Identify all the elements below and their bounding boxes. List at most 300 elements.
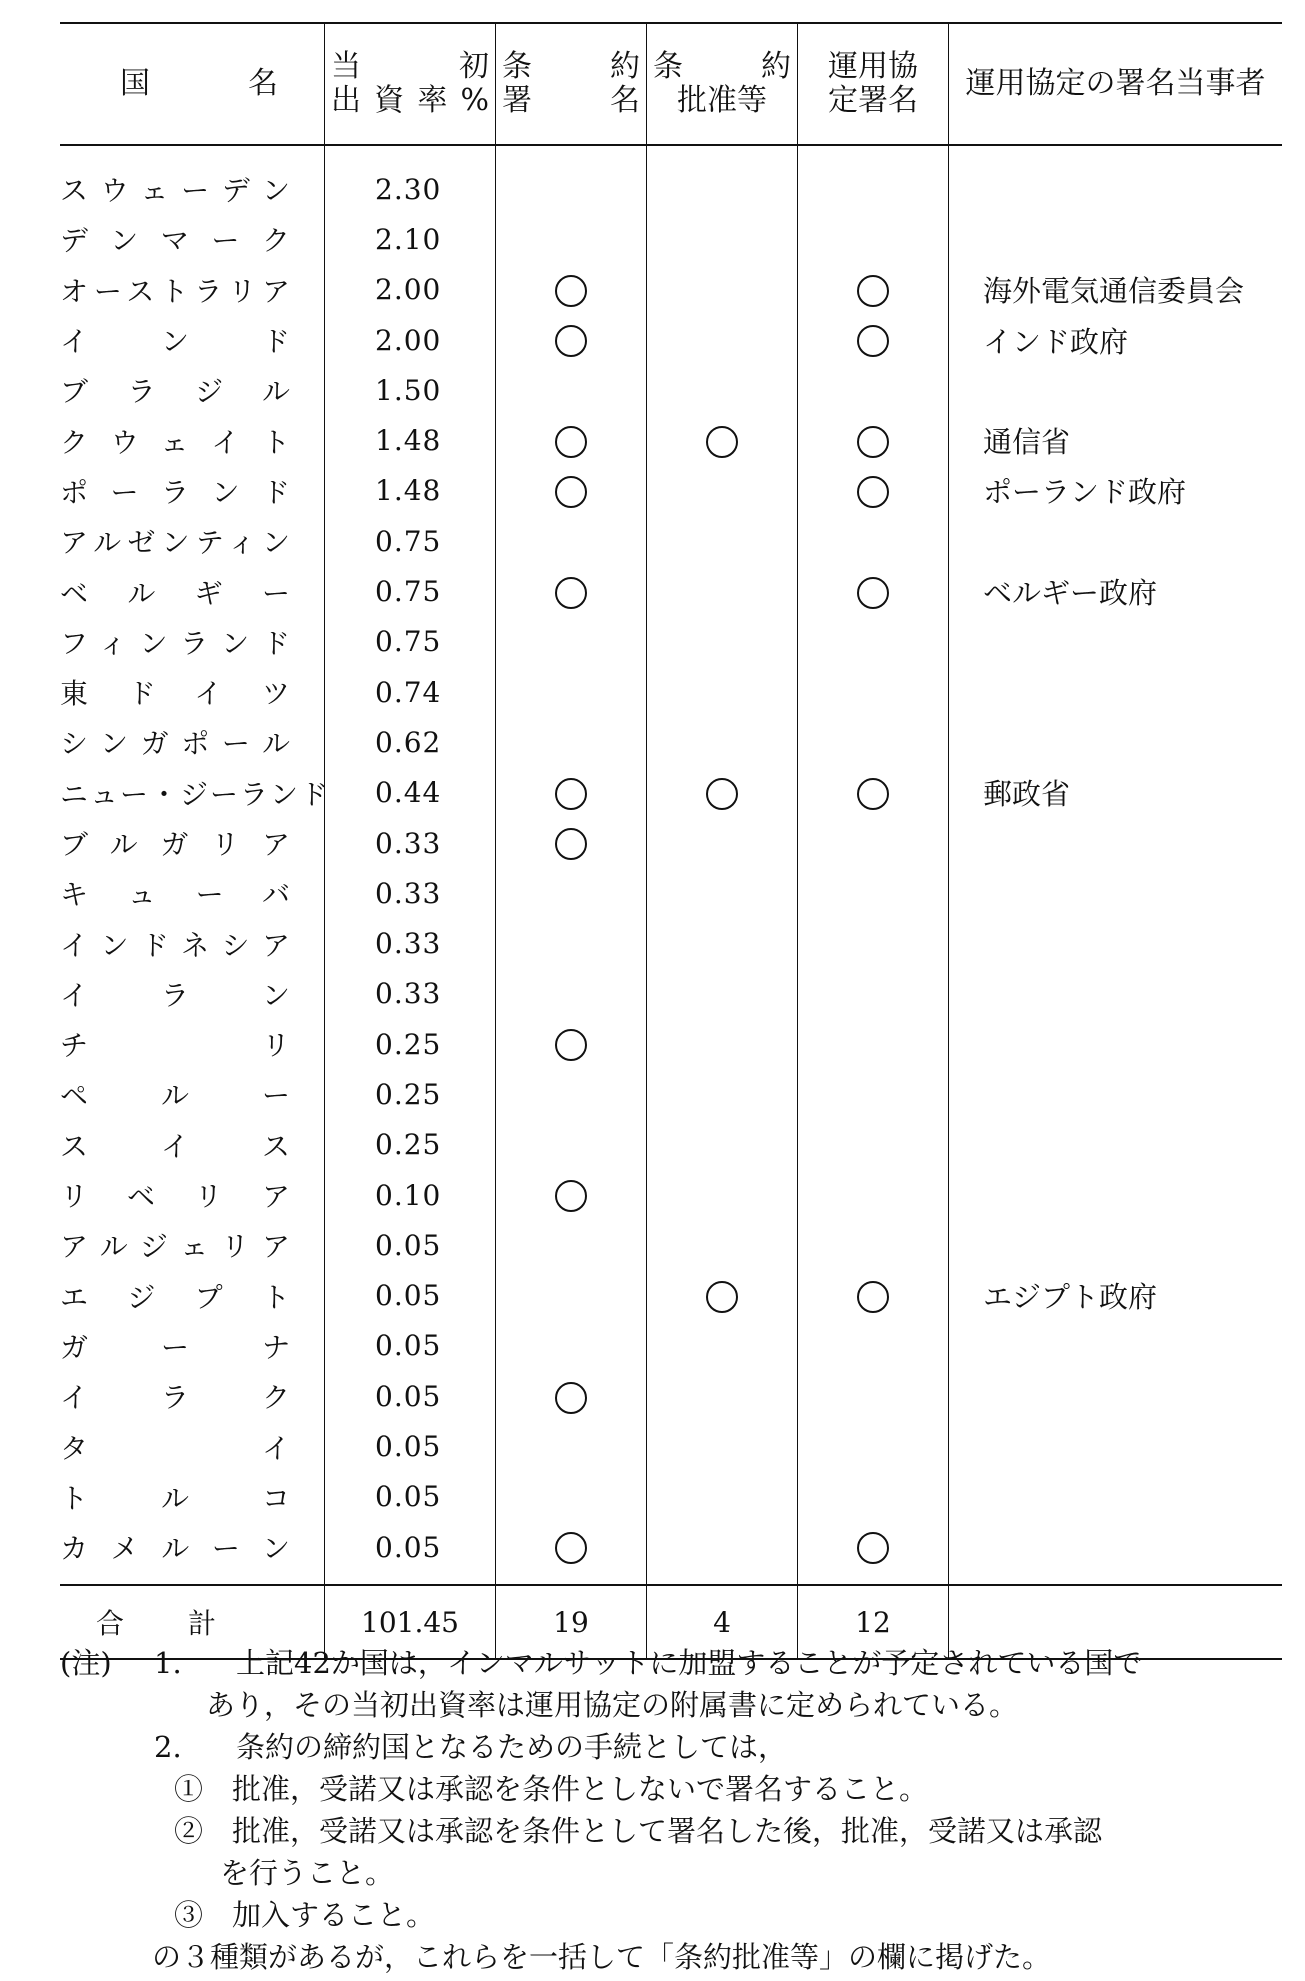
op-sign-cell xyxy=(798,1522,949,1585)
signatory-party xyxy=(949,1522,1283,1585)
header-treaty-ratify-bottom: 批准等 xyxy=(677,83,767,118)
treaty-sign-cell xyxy=(496,1120,647,1170)
header-row xyxy=(60,23,1282,145)
initial-rate: 0.05 xyxy=(375,1430,442,1464)
country-cell xyxy=(60,1271,325,1321)
country-cell xyxy=(60,265,325,315)
note-2-item-3: ③ 加入すること。 xyxy=(174,1898,436,1932)
note-2-number: 2. xyxy=(154,1730,182,1764)
initial-rate: 0.10 xyxy=(375,1178,442,1212)
country-cell xyxy=(60,516,325,566)
header-op-sign-bottom: 定署名 xyxy=(828,83,918,118)
initial-rate: 0.75 xyxy=(375,575,442,609)
circle-mark-icon xyxy=(706,778,738,810)
treaty-ratify-cell xyxy=(647,566,798,616)
country-name: インドネシア xyxy=(60,928,292,962)
country-name: スウェーデン xyxy=(60,174,292,208)
country-name: リベリア xyxy=(60,1180,292,1214)
op-sign-cell xyxy=(798,145,949,214)
table-row xyxy=(60,265,1282,315)
table-row xyxy=(60,566,1282,616)
op-sign-cell xyxy=(798,1321,949,1371)
op-sign-cell xyxy=(798,1271,949,1321)
country-cell xyxy=(60,214,325,264)
table-row xyxy=(60,1220,1282,1270)
treaty-sign-cell xyxy=(496,1271,647,1321)
initial-rate: 0.62 xyxy=(375,725,442,759)
rate-cell xyxy=(325,466,496,516)
rate-cell xyxy=(325,1522,496,1585)
rate-cell xyxy=(325,1371,496,1421)
initial-rate: 2.10 xyxy=(375,222,442,256)
signatory-party: ポーランド政府 xyxy=(949,466,1283,516)
treaty-sign-cell xyxy=(496,1472,647,1522)
signatory-party: ベルギー政府 xyxy=(949,566,1283,616)
initial-rate: 0.05 xyxy=(375,1480,442,1514)
treaty-ratify-cell xyxy=(647,969,798,1019)
country-name: イラク xyxy=(60,1381,292,1415)
table-row xyxy=(60,918,1282,968)
signatory-party xyxy=(949,717,1283,767)
table-row xyxy=(60,868,1282,918)
header-country xyxy=(60,23,325,145)
treaty-ratify-cell xyxy=(647,1271,798,1321)
signatory-party xyxy=(949,617,1283,667)
treaty-ratify-cell xyxy=(647,617,798,667)
header-treaty-sign xyxy=(496,23,647,145)
rate-cell xyxy=(325,918,496,968)
treaty-ratify-cell xyxy=(647,768,798,818)
signatory-party xyxy=(949,868,1283,918)
table-row xyxy=(60,617,1282,667)
country-name: イラン xyxy=(60,978,292,1012)
treaty-ratify-cell xyxy=(647,265,798,315)
country-name: カメルーン xyxy=(60,1532,292,1566)
circle-mark-icon xyxy=(706,1281,738,1313)
country-cell xyxy=(60,1321,325,1371)
note-1-line-1: 上記42か国は，インマルサットに加盟することが予定されている国で xyxy=(236,1646,1143,1680)
country-name: クウェイト xyxy=(60,425,292,459)
country-name: チリ xyxy=(60,1029,292,1063)
country-cell xyxy=(60,1170,325,1220)
note-2-item-2-line-1: ② 批准，受諾又は承認を条件として署名した後，批准，受諾又は承認 xyxy=(174,1814,1103,1848)
table-row xyxy=(60,1271,1282,1321)
treaty-sign-cell xyxy=(496,969,647,1019)
initial-rate: 1.50 xyxy=(375,373,442,407)
treaty-ratify-cell xyxy=(647,1019,798,1069)
initial-rate: 0.33 xyxy=(375,876,442,910)
treaty-ratify-cell xyxy=(647,516,798,566)
header-rate-top: 当 初 xyxy=(331,49,489,84)
initial-rate: 0.75 xyxy=(375,524,442,558)
country-cell xyxy=(60,1472,325,1522)
treaty-sign-cell xyxy=(496,918,647,968)
circle-mark-icon xyxy=(555,778,587,810)
country-name: アルジェリア xyxy=(60,1230,292,1264)
table-row xyxy=(60,466,1282,516)
country-cell xyxy=(60,1019,325,1069)
rate-cell xyxy=(325,768,496,818)
treaty-ratify-cell xyxy=(647,145,798,214)
treaty-sign-cell xyxy=(496,145,647,214)
op-sign-cell xyxy=(798,918,949,968)
header-rate-bottom: 出資率% xyxy=(331,83,489,118)
initial-rate: 1.48 xyxy=(375,474,442,508)
op-sign-cell xyxy=(798,1019,949,1069)
circle-mark-icon xyxy=(555,1180,587,1212)
country-cell xyxy=(60,1069,325,1119)
rate-cell xyxy=(325,315,496,365)
treaty-sign-cell xyxy=(496,768,647,818)
initial-rate: 0.25 xyxy=(375,1077,442,1111)
country-cell xyxy=(60,617,325,667)
treaty-sign-cell xyxy=(496,1371,647,1421)
rate-cell xyxy=(325,969,496,1019)
signatory-party: 郵政省 xyxy=(949,768,1283,818)
signatory-party xyxy=(949,969,1283,1019)
circle-mark-icon xyxy=(857,577,889,609)
header-op-sign xyxy=(798,23,949,145)
op-sign-cell xyxy=(798,617,949,667)
country-name: トルコ xyxy=(60,1481,292,1515)
rate-cell xyxy=(325,868,496,918)
total-rate: 101.45 xyxy=(325,1585,496,1659)
circle-mark-icon xyxy=(706,426,738,458)
initial-rate: 0.33 xyxy=(375,826,442,860)
initial-rate: 0.25 xyxy=(375,1128,442,1162)
initial-rate: 0.25 xyxy=(375,1027,442,1061)
op-sign-cell xyxy=(798,315,949,365)
signatory-party xyxy=(949,1371,1283,1421)
initial-rate: 0.74 xyxy=(375,675,442,709)
circle-mark-icon xyxy=(555,426,587,458)
treaty-sign-cell xyxy=(496,466,647,516)
rate-cell xyxy=(325,1170,496,1220)
total-ratify: 4 xyxy=(647,1585,798,1659)
op-sign-cell xyxy=(798,566,949,616)
treaty-sign-cell xyxy=(496,265,647,315)
table-row xyxy=(60,1120,1282,1170)
signatory-party xyxy=(949,1120,1283,1170)
header-party xyxy=(949,23,1283,145)
op-sign-cell xyxy=(798,1421,949,1471)
circle-mark-icon xyxy=(555,1532,587,1564)
country-name: ブルガリア xyxy=(60,828,292,861)
table-row xyxy=(60,214,1282,264)
treaty-ratify-cell xyxy=(647,717,798,767)
country-cell xyxy=(60,1120,325,1170)
signatory-party xyxy=(949,918,1283,968)
treaty-ratify-cell xyxy=(647,918,798,968)
rate-cell xyxy=(325,1069,496,1119)
country-cell xyxy=(60,768,331,818)
treaty-sign-cell xyxy=(496,1522,647,1585)
country-cell xyxy=(60,315,325,365)
rate-cell xyxy=(325,566,496,616)
treaty-sign-cell xyxy=(496,1019,647,1069)
country-cell xyxy=(60,1220,325,1270)
op-sign-cell xyxy=(798,1120,949,1170)
initial-rate: 0.05 xyxy=(375,1530,442,1564)
circle-mark-icon xyxy=(857,1281,889,1313)
country-cell xyxy=(60,868,325,918)
rate-cell xyxy=(325,717,496,767)
rate-cell xyxy=(325,1220,496,1270)
table-row xyxy=(60,969,1282,1019)
op-sign-cell xyxy=(798,365,949,415)
country-name: ニュー・ジーランド xyxy=(60,777,331,811)
treaty-sign-cell xyxy=(496,214,647,264)
header-treaty-ratify-top: 条 約 xyxy=(653,49,791,84)
treaty-ratify-cell xyxy=(647,365,798,415)
note-2-item-2-line-2: を行うこと。 xyxy=(220,1856,395,1890)
header-country-1: 国 xyxy=(120,66,150,101)
treaty-ratify-cell xyxy=(647,667,798,717)
op-sign-cell xyxy=(798,868,949,918)
note-2-closing: の３種類があるが，これらを一括して「条約批准等」の欄に掲げた。 xyxy=(152,1940,1052,1974)
initial-rate: 0.05 xyxy=(375,1279,442,1313)
op-sign-cell xyxy=(798,1069,949,1119)
treaty-sign-cell xyxy=(496,566,647,616)
op-sign-cell xyxy=(798,214,949,264)
treaty-ratify-cell xyxy=(647,466,798,516)
signatory-party xyxy=(949,1421,1283,1471)
treaty-ratify-cell xyxy=(647,214,798,264)
treaty-ratify-cell xyxy=(647,1170,798,1220)
member-table xyxy=(60,22,1282,1660)
circle-mark-icon xyxy=(555,275,587,307)
country-name: シンガポール xyxy=(60,727,292,761)
initial-rate: 0.33 xyxy=(375,927,442,961)
country-name: ブラジル xyxy=(60,375,292,409)
circle-mark-icon xyxy=(857,426,889,458)
header-party-label: 運用協定の署名当事者 xyxy=(965,66,1266,101)
signatory-party: 通信省 xyxy=(949,415,1283,465)
rate-cell xyxy=(325,265,496,315)
table-row xyxy=(60,1170,1282,1220)
country-cell xyxy=(60,566,325,616)
treaty-ratify-cell xyxy=(647,868,798,918)
country-cell xyxy=(60,969,325,1019)
circle-mark-icon xyxy=(555,1029,587,1061)
circle-mark-icon xyxy=(857,476,889,508)
signatory-party: エジプト政府 xyxy=(949,1271,1283,1321)
table-row xyxy=(60,365,1282,415)
rate-cell xyxy=(325,1472,496,1522)
signatory-party xyxy=(949,1019,1283,1069)
table-wrapper xyxy=(60,22,1282,1660)
initial-rate: 0.05 xyxy=(375,1228,442,1262)
country-name: 東ドイツ xyxy=(60,677,292,711)
table-row xyxy=(60,1019,1282,1069)
rate-cell xyxy=(325,415,496,465)
notes-label: (注) xyxy=(60,1646,112,1680)
table-row xyxy=(60,415,1282,465)
treaty-sign-cell xyxy=(496,1170,647,1220)
country-name: フィンランド xyxy=(60,626,292,660)
treaty-sign-cell xyxy=(496,315,647,365)
table-row xyxy=(60,818,1282,868)
rate-cell xyxy=(325,667,496,717)
initial-rate: 0.33 xyxy=(375,977,442,1011)
signatory-party xyxy=(949,818,1283,868)
table-row xyxy=(60,516,1282,566)
table-row xyxy=(60,315,1282,365)
treaty-sign-cell xyxy=(496,516,647,566)
country-name: インド xyxy=(60,325,292,359)
table-row xyxy=(60,1472,1282,1522)
op-sign-cell xyxy=(798,415,949,465)
circle-mark-icon xyxy=(555,577,587,609)
op-sign-cell xyxy=(798,717,949,767)
treaty-sign-cell xyxy=(496,868,647,918)
note-2-line-1: 条約の締約国となるための手続としては， xyxy=(236,1730,788,1764)
op-sign-cell xyxy=(798,1170,949,1220)
initial-rate: 1.48 xyxy=(375,424,442,458)
country-cell xyxy=(60,717,325,767)
treaty-ratify-cell xyxy=(647,1472,798,1522)
notes-section xyxy=(60,1642,1282,1978)
total-op: 12 xyxy=(798,1585,949,1659)
treaty-sign-cell xyxy=(496,365,647,415)
country-name: デンマーク xyxy=(60,224,292,258)
total-label-text: 合 計 xyxy=(96,1607,216,1641)
op-sign-cell xyxy=(798,1472,949,1522)
header-treaty-sign-bottom: 署 名 xyxy=(502,83,640,118)
op-sign-cell xyxy=(798,969,949,1019)
table-row xyxy=(60,1522,1282,1585)
note-2 xyxy=(60,1726,1282,1768)
rate-cell xyxy=(325,1019,496,1069)
rate-cell xyxy=(325,214,496,264)
treaty-sign-cell xyxy=(496,717,647,767)
country-name: タイ xyxy=(60,1431,292,1465)
note-2-item-1: ① 批准，受諾又は承認を条件としないで署名すること。 xyxy=(174,1772,929,1806)
table-row xyxy=(60,1421,1282,1471)
treaty-ratify-cell xyxy=(647,1321,798,1371)
country-name: ポーランド xyxy=(60,475,292,509)
treaty-ratify-cell xyxy=(647,415,798,465)
treaty-sign-cell xyxy=(496,1321,647,1371)
rate-cell xyxy=(325,365,496,415)
country-name: ペルー xyxy=(60,1079,292,1113)
country-cell xyxy=(60,415,325,465)
country-name: スイス xyxy=(60,1129,292,1163)
country-cell xyxy=(60,145,325,214)
country-cell xyxy=(60,667,325,717)
treaty-ratify-cell xyxy=(647,1421,798,1471)
signatory-party xyxy=(949,1472,1283,1522)
treaty-ratify-cell xyxy=(647,818,798,868)
rate-cell xyxy=(325,617,496,667)
signatory-party xyxy=(949,1220,1283,1270)
circle-mark-icon xyxy=(555,828,587,860)
note-1-number: 1. xyxy=(154,1646,182,1680)
op-sign-cell xyxy=(798,516,949,566)
signatory-party: 海外電気通信委員会 xyxy=(949,265,1283,315)
country-cell xyxy=(60,1421,325,1471)
country-cell xyxy=(60,365,325,415)
treaty-ratify-cell xyxy=(647,1220,798,1270)
country-cell xyxy=(60,1371,325,1421)
country-cell xyxy=(60,818,325,868)
note-1 xyxy=(60,1642,1282,1684)
treaty-sign-cell xyxy=(496,617,647,667)
table-row xyxy=(60,717,1282,767)
circle-mark-icon xyxy=(857,778,889,810)
rate-cell xyxy=(325,1120,496,1170)
treaty-sign-cell xyxy=(496,667,647,717)
treaty-ratify-cell xyxy=(647,1522,798,1585)
table-row xyxy=(60,1069,1282,1119)
circle-mark-icon xyxy=(555,1382,587,1414)
treaty-sign-cell xyxy=(496,818,647,868)
treaty-sign-cell xyxy=(496,1220,647,1270)
circle-mark-icon xyxy=(857,275,889,307)
country-name: ベルギー xyxy=(60,576,292,610)
signatory-party xyxy=(949,1170,1283,1220)
country-cell xyxy=(60,1522,325,1585)
rate-cell xyxy=(325,1321,496,1371)
header-op-sign-top: 運用協 xyxy=(828,49,918,84)
total-sign: 19 xyxy=(496,1585,647,1659)
initial-rate: 0.05 xyxy=(375,1329,442,1363)
country-name: キューバ xyxy=(60,878,292,912)
treaty-ratify-cell xyxy=(647,1120,798,1170)
rate-cell xyxy=(325,1421,496,1471)
table-body xyxy=(60,145,1282,1585)
table-row xyxy=(60,768,1282,818)
initial-rate: 0.44 xyxy=(375,776,442,810)
signatory-party xyxy=(949,667,1283,717)
circle-mark-icon xyxy=(555,476,587,508)
signatory-party xyxy=(949,214,1283,264)
table-row xyxy=(60,1371,1282,1421)
rate-cell xyxy=(325,145,496,214)
rate-cell xyxy=(325,818,496,868)
initial-rate: 2.30 xyxy=(375,172,442,206)
signatory-party: インド政府 xyxy=(949,315,1283,365)
treaty-ratify-cell xyxy=(647,315,798,365)
rate-cell xyxy=(325,1271,496,1321)
signatory-party xyxy=(949,1321,1283,1371)
op-sign-cell xyxy=(798,265,949,315)
header-rate xyxy=(325,23,496,145)
country-name: エジプト xyxy=(60,1280,292,1314)
signatory-party xyxy=(949,145,1283,214)
initial-rate: 0.05 xyxy=(375,1379,442,1413)
op-sign-cell xyxy=(798,818,949,868)
treaty-sign-cell xyxy=(496,1421,647,1471)
country-name: ガーナ xyxy=(60,1330,292,1364)
header-treaty-sign-top: 条 約 xyxy=(502,49,640,84)
country-cell xyxy=(60,918,325,968)
country-name: アルゼンティン xyxy=(60,526,292,560)
initial-rate: 2.00 xyxy=(375,273,442,307)
header-country-2: 名 xyxy=(248,66,278,101)
table-row xyxy=(60,145,1282,214)
signatory-party xyxy=(949,1069,1283,1119)
op-sign-cell xyxy=(798,1220,949,1270)
circle-mark-icon xyxy=(857,325,889,357)
table-row xyxy=(60,667,1282,717)
initial-rate: 2.00 xyxy=(375,323,442,357)
table-row xyxy=(60,1321,1282,1371)
treaty-ratify-cell xyxy=(647,1371,798,1421)
circle-mark-icon xyxy=(555,325,587,357)
treaty-ratify-cell xyxy=(647,1069,798,1119)
country-cell xyxy=(60,466,325,516)
